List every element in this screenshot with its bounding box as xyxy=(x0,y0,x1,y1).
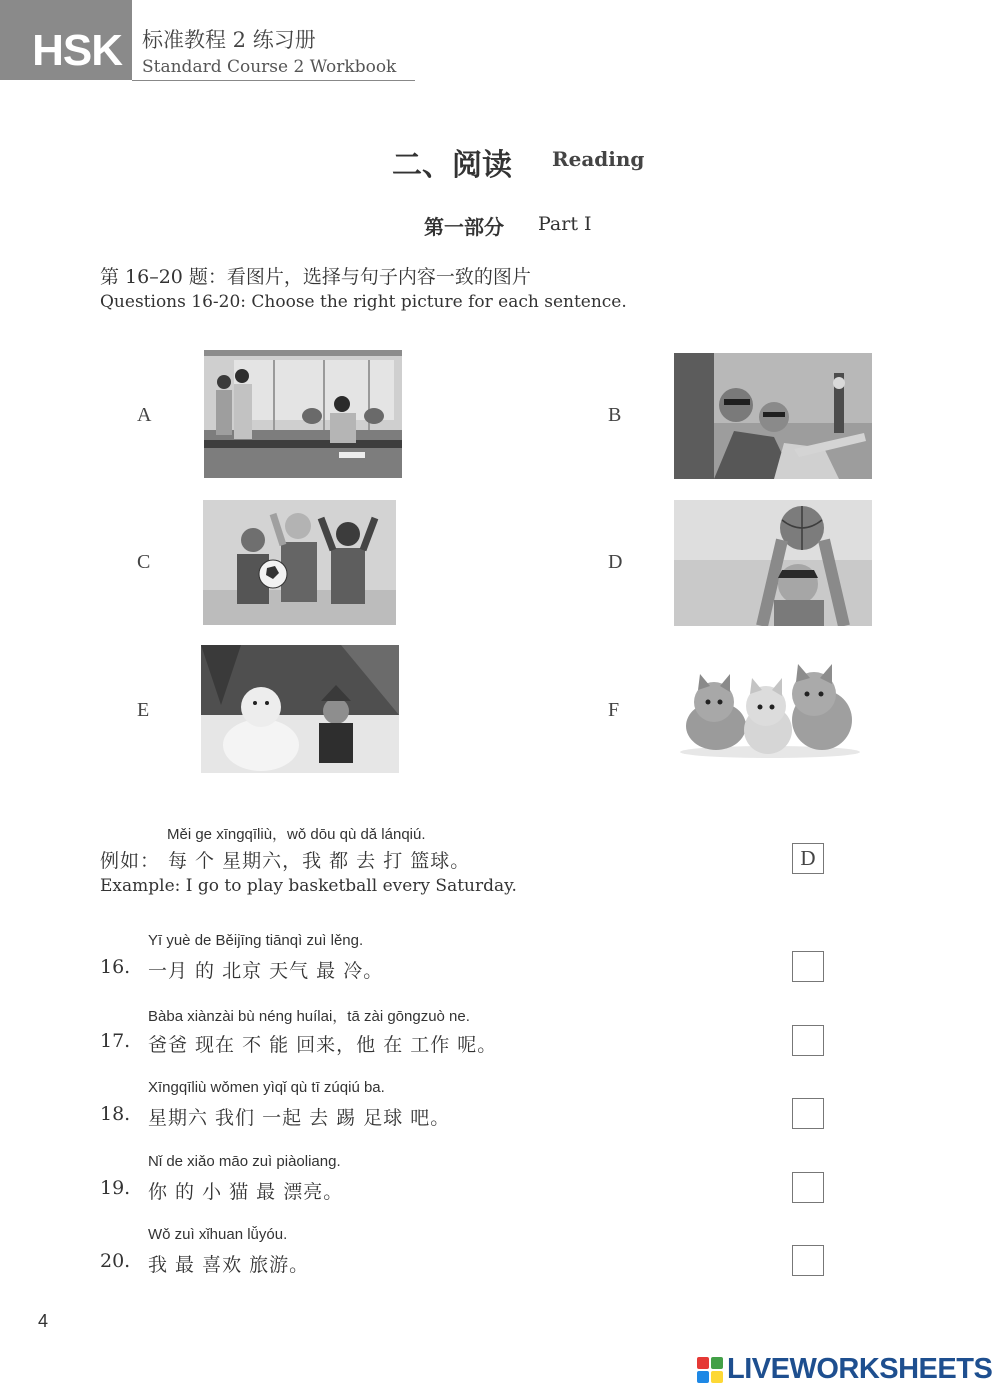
book-title-en: Standard Course 2 Workbook xyxy=(142,57,397,77)
header-divider xyxy=(132,80,415,81)
page-number: 4 xyxy=(38,1311,49,1331)
option-letter-b: B xyxy=(608,404,622,426)
question-17-sentence: 爸爸 现在 不 能 回来，他 在 工作 呢。 xyxy=(148,1034,498,1056)
example-answer-box: D xyxy=(792,843,824,874)
question-17-pinyin: Bàba xiànzài bù néng huílai，tā zài gōngzuò ne. xyxy=(148,1008,470,1025)
man-with-basketball-photo xyxy=(674,500,872,626)
option-letter-d: D xyxy=(608,551,623,573)
snowman-winter-photo xyxy=(201,645,399,773)
liveworksheets-logo[interactable] xyxy=(697,1353,992,1386)
part-title-cn: 第一部分 xyxy=(424,215,504,239)
book-title-cn: 标准教程 2 练习册 xyxy=(142,28,316,52)
example-english: Example: I go to play basketball every Saturday. xyxy=(100,876,517,896)
question-20-answer-box[interactable] xyxy=(792,1245,824,1276)
question-20-sentence: 我 最 喜欢 旅游。 xyxy=(148,1254,310,1276)
option-letter-f: F xyxy=(608,699,620,721)
question-18-answer-box[interactable] xyxy=(792,1098,824,1129)
instructions-cn: 第 16–20 题：看图片，选择与句子内容一致的图片 xyxy=(100,266,531,288)
question-17-answer-box[interactable] xyxy=(792,1025,824,1056)
section-title-en: Reading xyxy=(552,147,645,171)
liveworksheets-icon xyxy=(697,1357,723,1383)
question-19-number: 19. xyxy=(100,1177,131,1199)
question-19-sentence: 你 的 小 猫 最 漂亮。 xyxy=(148,1181,344,1203)
instructions-en: Questions 16-20: Choose the right picture for each sentence. xyxy=(100,292,627,312)
question-18-pinyin: Xīngqīliù wǒmen yìqǐ qù tī zúqiú ba. xyxy=(148,1079,385,1096)
part-title-en: Part Ⅰ xyxy=(538,213,592,235)
liveworksheets-brand: LIVEWORKSHEETS xyxy=(727,1353,993,1385)
question-19-answer-box[interactable] xyxy=(792,1172,824,1203)
example-label: 例如： xyxy=(100,850,161,872)
question-18-number: 18. xyxy=(100,1103,131,1125)
option-letter-a: A xyxy=(137,404,152,426)
question-18-sentence: 星期六 我们 一起 去 踢 足球 吧。 xyxy=(148,1107,451,1129)
boys-with-football-photo xyxy=(203,500,396,625)
section-title-cn: 二、阅读 xyxy=(392,148,512,183)
question-16-pinyin: Yī yuè de Běijīng tiānqì zuì lěng. xyxy=(148,932,364,949)
option-letter-c: C xyxy=(137,551,151,573)
example-pinyin: Měi ge xīngqīliù，wǒ dōu qù dǎ lánqiú. xyxy=(167,826,426,843)
question-20-pinyin: Wǒ zuì xǐhuan lǚyóu. xyxy=(148,1226,288,1243)
question-17-number: 17. xyxy=(100,1030,131,1052)
question-19-pinyin: Nǐ de xiǎo māo zuì piàoliang. xyxy=(148,1153,341,1170)
office-meeting-photo xyxy=(204,350,402,478)
example-sentence: 每 个 星期六，我 都 去 打 篮球。 xyxy=(168,850,471,872)
question-16-answer-box[interactable] xyxy=(792,951,824,982)
question-20-number: 20. xyxy=(100,1250,131,1272)
question-16-sentence: 一月 的 北京 天气 最 冷。 xyxy=(148,960,384,982)
question-16-number: 16. xyxy=(100,956,131,978)
three-kittens-photo xyxy=(676,660,864,760)
option-letter-e: E xyxy=(137,699,150,721)
hsk-badge: HSK xyxy=(0,0,132,80)
couple-sightseeing-photo xyxy=(674,353,872,479)
